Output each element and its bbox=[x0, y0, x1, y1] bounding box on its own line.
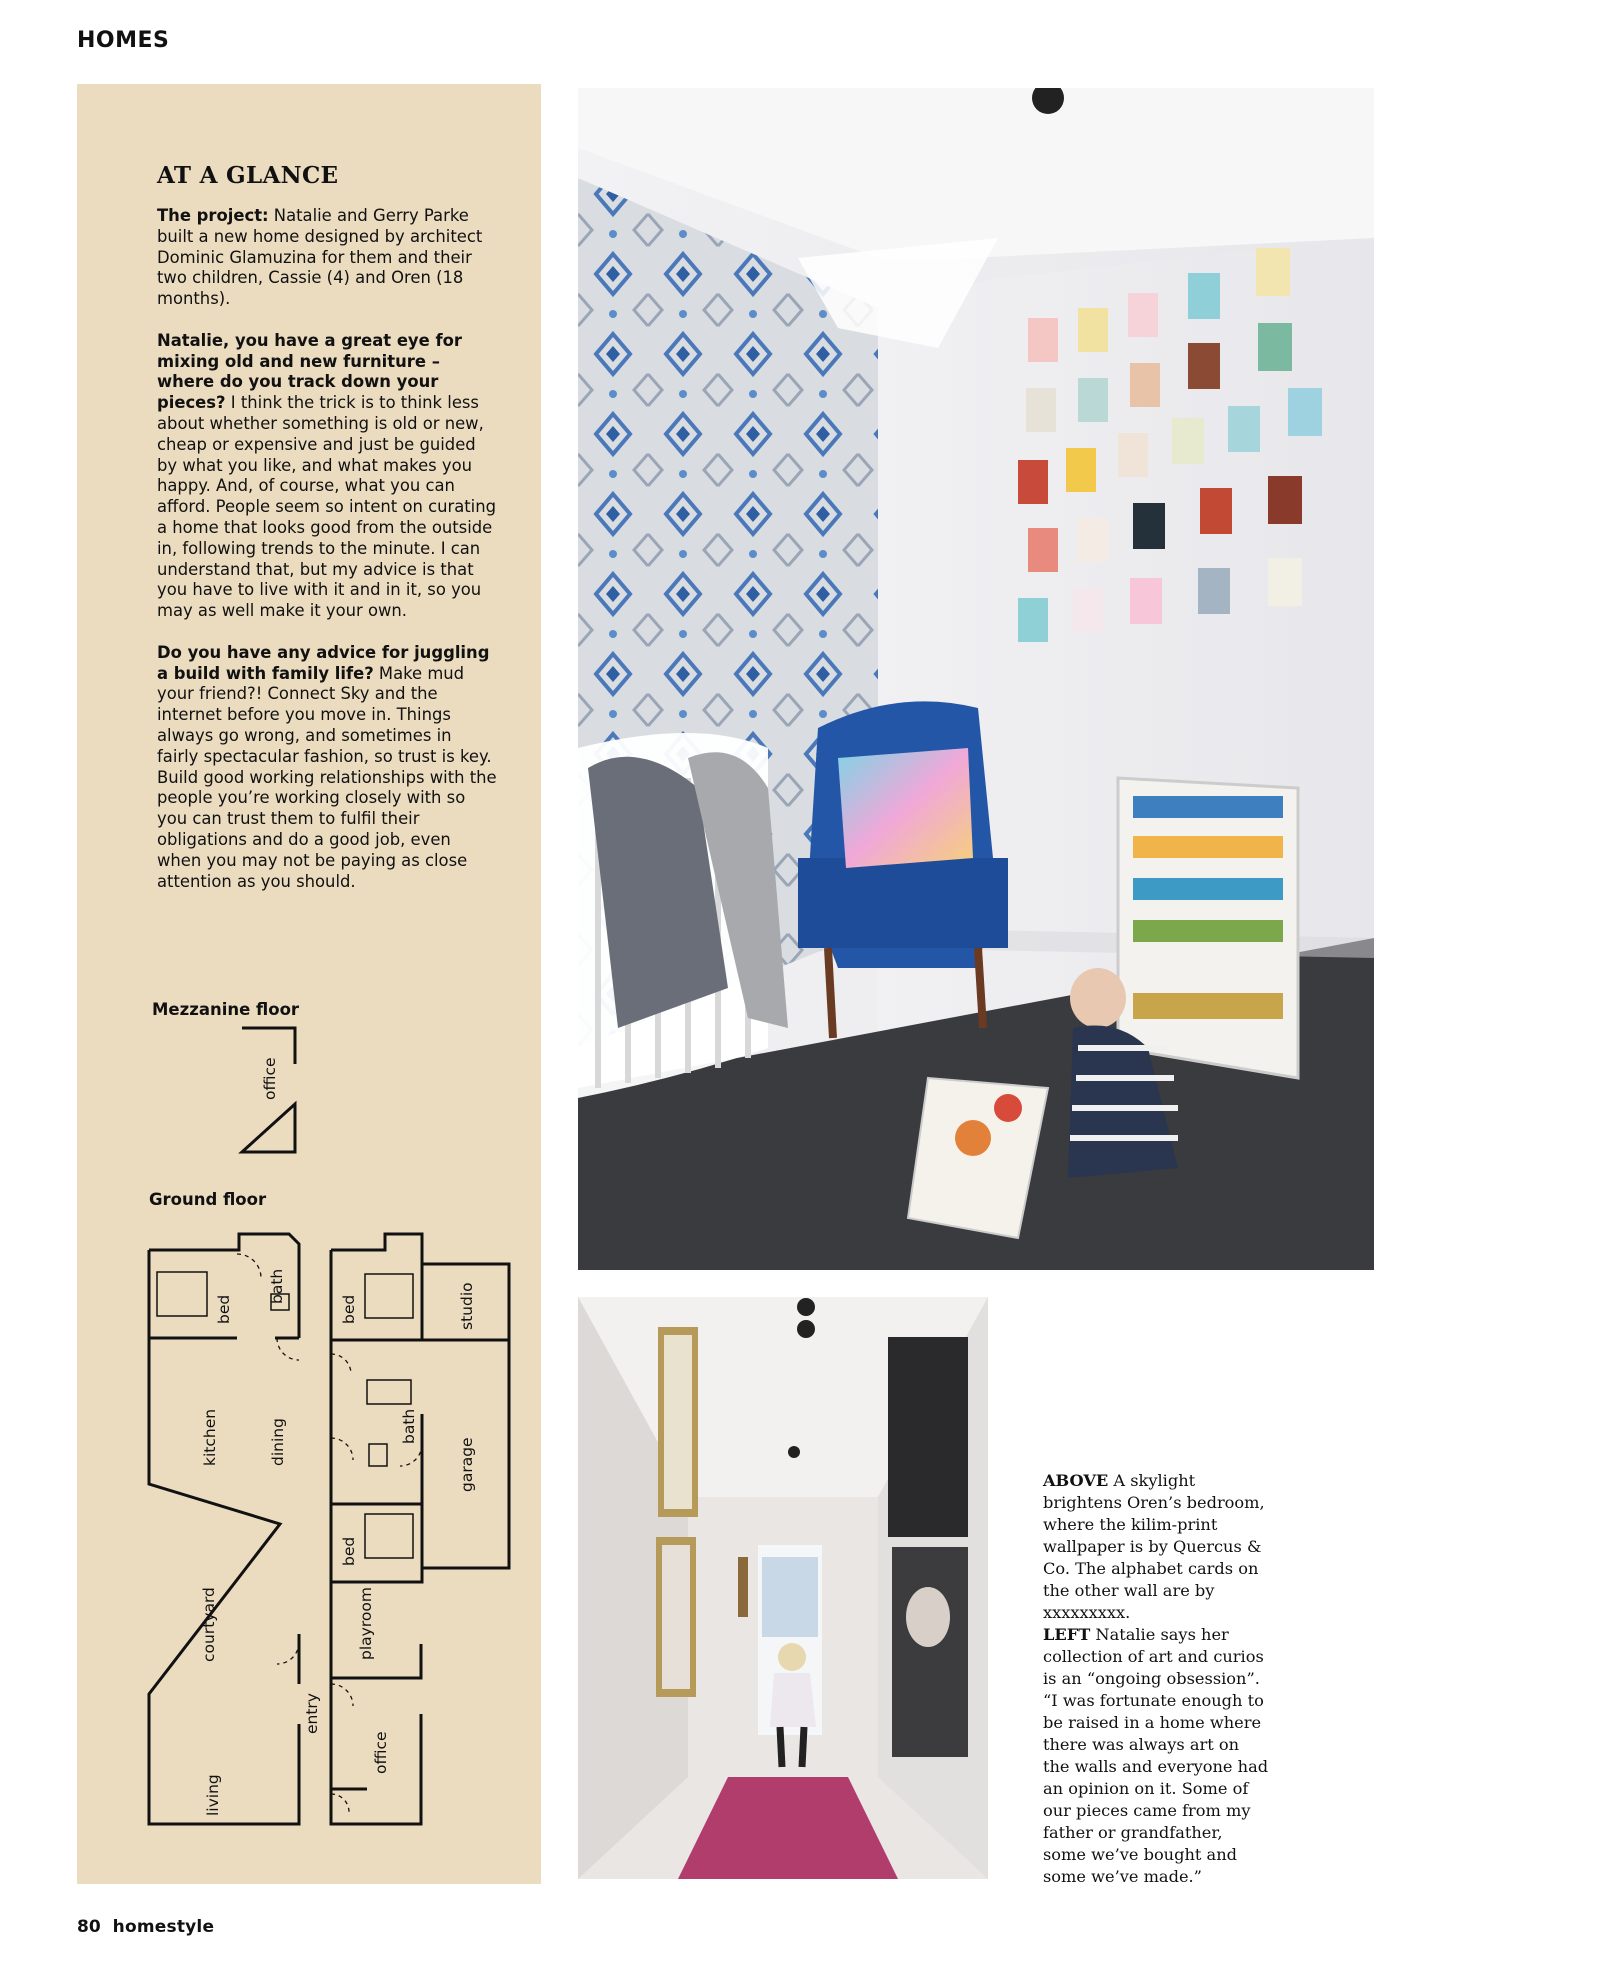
glance-body bbox=[157, 206, 497, 913]
glance-paragraph bbox=[157, 643, 497, 893]
ground-floor-label: Ground floor bbox=[149, 1190, 267, 1209]
section-label: HOMES bbox=[77, 28, 170, 53]
glance-lead: Do you have any advice for juggling a build with family life? bbox=[157, 642, 490, 683]
room-label-courtyard: courtyard bbox=[200, 1587, 218, 1662]
room-label-living: living bbox=[204, 1774, 222, 1816]
hallway-photo bbox=[578, 1297, 988, 1879]
ground-walls bbox=[149, 1234, 509, 1824]
room-label-bath: bath bbox=[268, 1268, 286, 1304]
magazine-name: homestyle bbox=[112, 1917, 215, 1937]
nursery-photo bbox=[578, 88, 1374, 1270]
room-label-bed: bed bbox=[215, 1294, 233, 1324]
caption-lead: LEFT bbox=[1043, 1625, 1091, 1644]
glance-lead: Natalie, you have a great eye for mixing old and new furniture – where do you track down your pieces? bbox=[157, 330, 462, 413]
crib bbox=[578, 733, 788, 1098]
ground-floor-plan bbox=[77, 1214, 541, 1834]
room-label-garage: garage bbox=[458, 1437, 476, 1492]
room-label-playroom: playroom bbox=[357, 1587, 375, 1660]
room-label-office: office bbox=[372, 1731, 390, 1774]
caption-above bbox=[1043, 1470, 1269, 1624]
glance-paragraph bbox=[157, 206, 497, 310]
room-label-bed: bed bbox=[340, 1294, 358, 1324]
room-label-entry: entry bbox=[303, 1693, 321, 1734]
caption-text: A skylight brightens Oren’s bedroom, where the kilim-print wallpaper is by Quercus & Co. The alphabet cards on the other wall are by xxxxxxxxx. bbox=[1043, 1471, 1265, 1622]
glance-title: AT A GLANCE bbox=[157, 162, 339, 189]
room-label-kitchen: kitchen bbox=[201, 1408, 219, 1466]
at-a-glance-sidebar bbox=[77, 84, 541, 1884]
mezzanine-label: Mezzanine floor bbox=[152, 1000, 300, 1019]
room-label-bath: bath bbox=[400, 1408, 418, 1444]
glance-lead: The project: bbox=[157, 206, 269, 225]
caption-lead: ABOVE bbox=[1043, 1471, 1109, 1490]
caption-text: Natalie says her collection of art and curios is an “ongoing obsession”. “I was fortunate enough to be raised in a home where there was always art on the walls and everyone had an opinion on it. Some of our pieces came from my father or grandfather, some we’ve bought and some we’ve made.” bbox=[1043, 1625, 1269, 1886]
glance-text: Natalie and Gerry Parke built a new home designed by architect Dominic Glamuzina for them and their two children, Cassie (4) and Oren (18 months). bbox=[157, 206, 483, 309]
page-number: 80 bbox=[77, 1917, 101, 1937]
bookshelf bbox=[1118, 778, 1298, 1078]
glance-text: Make mud your friend?! Connect Sky and the internet before you move in. Things always go wrong, and sometimes in fairly spectacular fashion, so trust is key. Build good working relationships with the people you’re working closely with so you can trust them to fulfil their obligations and do a good job, even when you may not be paying as close attention as you should. bbox=[157, 663, 497, 891]
hallway-illustration bbox=[578, 1297, 988, 1879]
page-footer bbox=[77, 1917, 214, 1937]
room-label-office: office bbox=[261, 1057, 279, 1100]
glance-paragraph bbox=[157, 331, 497, 622]
glance-text: I think the trick is to think less about whether something is old or new, cheap or expensive and just be guided by what you like, and what makes you happy. And, of course, what you can afford. People seem so intent on curating a home that looks good from the outside in, following trends to the minute. I can understand that, but my advice is that you have to live with it and in it, so you may as well make it your own. bbox=[157, 393, 497, 621]
nursery-illustration bbox=[578, 88, 1374, 1270]
room-label-bed: bed bbox=[340, 1536, 358, 1566]
photo-caption bbox=[1043, 1470, 1269, 1888]
caption-left bbox=[1043, 1624, 1269, 1888]
room-label-studio: studio bbox=[458, 1282, 476, 1330]
mezzanine-floor-plan bbox=[77, 1024, 541, 1164]
room-label-dining: dining bbox=[269, 1418, 287, 1466]
